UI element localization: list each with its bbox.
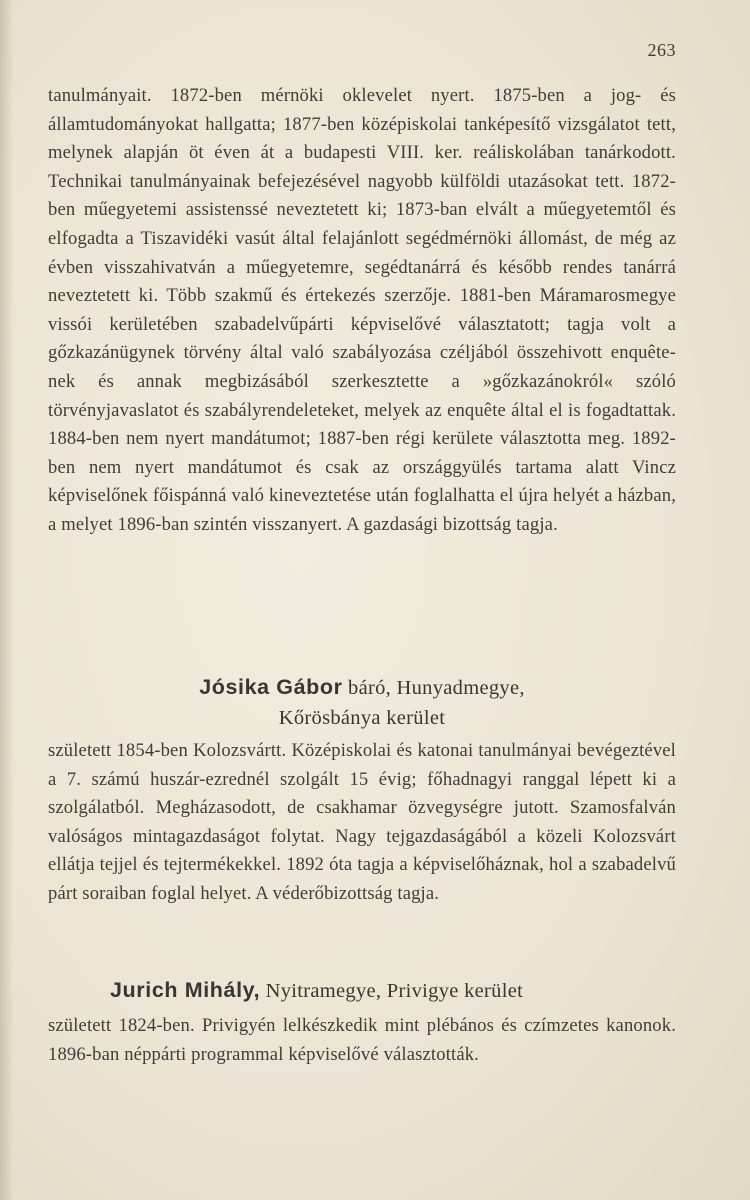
entry-name: Jósika Gábor [199, 675, 343, 699]
page-number: 263 [647, 40, 676, 60]
entry-heading-jurich [110, 975, 738, 1006]
page-edge-shadow [0, 0, 14, 1200]
entry-heading-josika [48, 672, 676, 733]
paragraph-josika [48, 737, 676, 909]
entry-title: Nyitramegye, Privigye kerület [260, 980, 524, 1002]
entry-title: báró, Hunyadmegye, [342, 677, 525, 699]
paragraph-continuation [48, 82, 676, 540]
paragraph-text: született 1854-ben Kolozsvártt. Középiskolai és katonai tanulmányai bevégeztével a 7. számú huszár-ezrednél szolgált 15 évig; főhadnagyi ranggal lépett ki a szolgálatból. Megházasodott, de csakhamar özvegységre jutott. Szamosfalván valóságos mintagazdaságot folytat. Nagy tejgazdaságából a közeli Kolozsvárt ellátja tejjel és tejtermékekkel. 1892 óta tagja a képviselőháznak, hol a szabadelvű párt soraiban foglal helyet. A véderőbizottság tagja. [48, 740, 676, 904]
entry-name: Jurich Mihály, [110, 978, 261, 1002]
paragraph-text: született 1824-ben. Privigyén lelkészkedik mint plébános és czímzetes kanonok. 1896-ban néppárti programmal képviselővé választották. [48, 1015, 676, 1065]
paragraph-text: tanulmányait. 1872-ben mérnöki oklevelet nyert. 1875-ben a jog- és államtudományokat hallgatta; 1877-ben középiskolai tanképesítő vizsgálatot tett, melynek alapján öt éven át a budapesti VIII. ker. reáliskolában tanárkodott. Technikai tanulmányainak befejezésével nagyobb külföldi utazásokat tett. 1872-ben műegyetemi assistenssé neveztetett ki; 1873-ban elvált a műegyetemtől és elfogadta a Tiszavidéki vasút által felajánlott segédmérnöki állomást, de még az évben visszahivatván a műegyetemre, segédtanárrá és később rendes tanárrá neveztetett ki. Több szakmű és értekezés szerzője. 1881-ben Máramarosmegye vissói kerületében szabadelvűpárti képviselővé választatott; tagja volt a gőzkazánügynek törvény által való szabályozása czéljából összehivott enquête-nek és annak megbizásából szerkesztette a »gőzkazánokról« szóló törvényjavaslatot és szabályrendeleteket, melyek az enquête által el is fogadtattak. 1884-ben nem nyert mandátumot; 1887-ben régi kerülete választotta meg. 1892-ben nem nyert mandátumot és csak az országgyülés tartama alatt Vincz képviselőnek főispánná való kineveztetése után foglalhatta el újra helyét a házban, a melyet 1896-ban szintén visszanyert. A gazdasági bizottság tagja. [48, 85, 676, 535]
entry-district: Kőrösbánya kerület [278, 707, 446, 729]
paragraph-jurich [48, 1012, 676, 1069]
